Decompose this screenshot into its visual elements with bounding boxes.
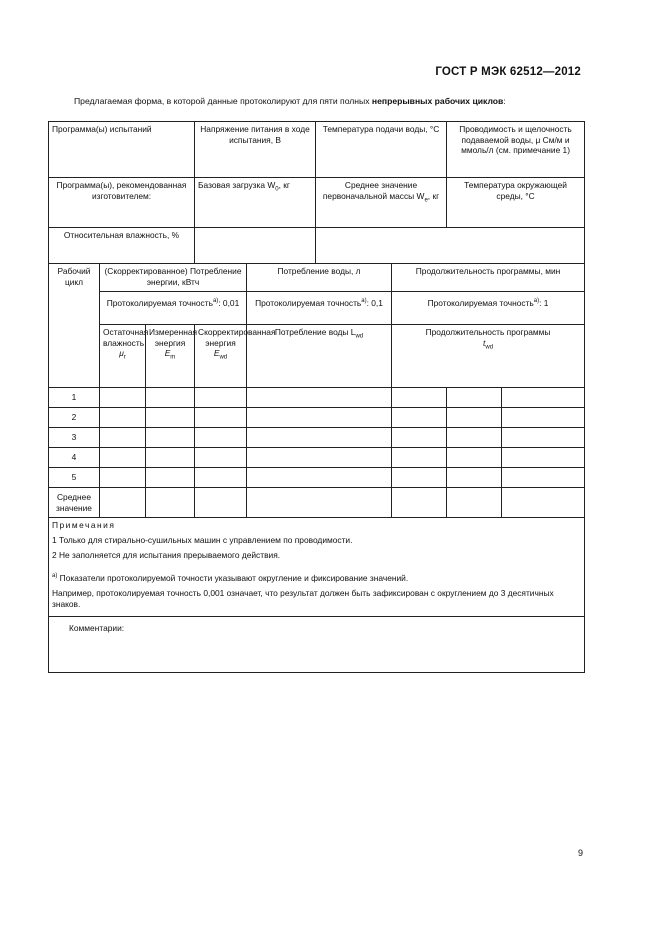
cycle-number: 5 <box>49 468 100 488</box>
conductivity-cell: Проводимость и щелочность подаваемой воды, μ См/м и ммоль/л (см. примечание 1) <box>447 122 585 178</box>
comments-label: Комментарии: <box>69 622 125 633</box>
cycle-number: 3 <box>49 428 100 448</box>
data-cell[interactable] <box>100 428 146 448</box>
data-cell[interactable] <box>392 448 447 468</box>
data-cell[interactable] <box>146 468 195 488</box>
notes-heading: Примечания <box>52 520 116 530</box>
data-cell[interactable] <box>195 388 247 408</box>
energy-precision-cell: Протоколируемая точность$^{а)}$: 0,01 <box>100 292 247 325</box>
data-cell[interactable] <box>100 388 146 408</box>
data-cell[interactable] <box>447 488 502 518</box>
cycle-number: 2 <box>49 408 100 428</box>
data-cell[interactable] <box>502 428 585 448</box>
average-row <box>49 488 585 518</box>
cycle-header-cell: Рабочий цикл <box>49 264 100 388</box>
data-cell[interactable] <box>100 468 146 488</box>
data-cell[interactable] <box>195 408 247 428</box>
note-2: 2 Не заполняется для испытания прерываемого действия. <box>52 549 281 560</box>
energy-header-cell: (Скорректированное) Потребление энергии, кВтч <box>100 264 247 292</box>
data-cell[interactable] <box>247 468 392 488</box>
data-cell[interactable] <box>146 448 195 468</box>
average-label: Среднее значение <box>49 488 100 518</box>
measured-energy-cell: Измеренная энергия $E_m$ <box>146 325 195 388</box>
duration-header-cell: Продолжительность программы, мин <box>392 264 585 292</box>
footnote-a: $^{а)}$ Показатели протоколируемой точности указывают округление и фиксирование значений. <box>52 572 409 583</box>
cycle-row-1 <box>49 388 585 408</box>
note-1: 1 Только для стирально-сушильных машин с управлением по проводимости. <box>52 534 353 545</box>
data-cell[interactable] <box>247 428 392 448</box>
data-cell[interactable] <box>146 488 195 518</box>
cycle-number: 1 <box>49 388 100 408</box>
example-note: Например, протоколируемая точность 0,001 означает, что результат должен быть зафиксирован с округлением до 3 десятичных знаков. <box>52 587 554 609</box>
header-row-1 <box>49 122 585 178</box>
data-cell[interactable] <box>502 488 585 518</box>
water-header-cell: Потребление воды, л <box>247 264 392 292</box>
data-cell[interactable] <box>447 408 502 428</box>
data-cell[interactable] <box>447 468 502 488</box>
cycle-row-2 <box>49 408 585 428</box>
document-header: ГОСТ Р МЭК 62512—2012 <box>435 66 581 78</box>
data-cell[interactable] <box>195 448 247 468</box>
data-cell[interactable] <box>100 488 146 518</box>
avg-mass-cell: Среднее значение первоначальной массы $W_e$, кг <box>316 178 447 228</box>
data-cell[interactable] <box>502 448 585 468</box>
header-row-5 <box>49 292 585 325</box>
protocol-form-table <box>48 121 585 673</box>
program-duration-cell: Продолжительность программы $t_{wd}$ <box>392 325 585 388</box>
data-cell[interactable] <box>100 448 146 468</box>
water-precision-cell: Протоколируемая точность$^{а)}$: 0,1 <box>247 292 392 325</box>
data-cell[interactable] <box>447 388 502 408</box>
data-cell[interactable] <box>146 408 195 428</box>
header-row-2 <box>49 178 585 228</box>
data-cell[interactable] <box>247 448 392 468</box>
data-cell[interactable] <box>247 388 392 408</box>
ambient-temp-cell: Температура окружающей среды, °С <box>447 178 585 228</box>
blank-cell[interactable] <box>316 228 585 264</box>
notes-cell <box>49 518 585 617</box>
cycle-number: 4 <box>49 448 100 468</box>
page-number: 9 <box>577 848 583 858</box>
data-cell[interactable] <box>100 408 146 428</box>
data-cell[interactable] <box>247 488 392 518</box>
data-cell[interactable] <box>392 428 447 448</box>
cycle-row-3 <box>49 428 585 448</box>
data-cell[interactable] <box>447 428 502 448</box>
voltage-cell: Напряжение питания в ходе испытания, В <box>195 122 316 178</box>
comments-cell[interactable] <box>49 616 585 672</box>
water-consumption-cell: Потребление воды $L_{wd}$ <box>247 325 392 388</box>
data-cell[interactable] <box>392 468 447 488</box>
base-load-cell: Базовая загрузка $W_0$, кг <box>195 178 316 228</box>
data-cell[interactable] <box>247 408 392 428</box>
cycle-row-4 <box>49 448 585 468</box>
data-cell[interactable] <box>502 388 585 408</box>
data-cell[interactable] <box>195 428 247 448</box>
residual-moisture-cell: Остаточная влажность $\mu_r$ <box>100 325 146 388</box>
programs-cell: Программа(ы) испытаний <box>49 122 195 178</box>
data-cell[interactable] <box>447 448 502 468</box>
header-row-4 <box>49 264 585 292</box>
data-cell[interactable] <box>392 488 447 518</box>
data-cell[interactable] <box>392 388 447 408</box>
cycle-row-5 <box>49 468 585 488</box>
duration-precision-cell: Протоколируемая точность$^{а)}$: 1 <box>392 292 585 325</box>
data-cell[interactable] <box>392 408 447 428</box>
recommended-program-cell: Программа(ы), рекомендованная изготовителем: <box>49 178 195 228</box>
corrected-energy-cell: Скорректированная энергия $E_{wd}$ <box>195 325 247 388</box>
comments-row <box>49 616 585 672</box>
data-cell[interactable] <box>502 408 585 428</box>
header-row-6 <box>49 325 585 388</box>
water-temp-cell: Температура подачи воды, °С <box>316 122 447 178</box>
data-cell[interactable] <box>502 468 585 488</box>
data-cell[interactable] <box>146 388 195 408</box>
humidity-value-cell[interactable] <box>195 228 316 264</box>
notes-row <box>49 518 585 617</box>
data-cell[interactable] <box>146 428 195 448</box>
data-cell[interactable] <box>195 488 247 518</box>
header-row-3 <box>49 228 585 264</box>
intro-text: Предлагаемая форма, в которой данные протоколируют для пяти полных непрерывных рабочих циклов: <box>74 96 506 106</box>
data-cell[interactable] <box>195 468 247 488</box>
humidity-cell: Относительная влажность, % <box>49 228 195 264</box>
